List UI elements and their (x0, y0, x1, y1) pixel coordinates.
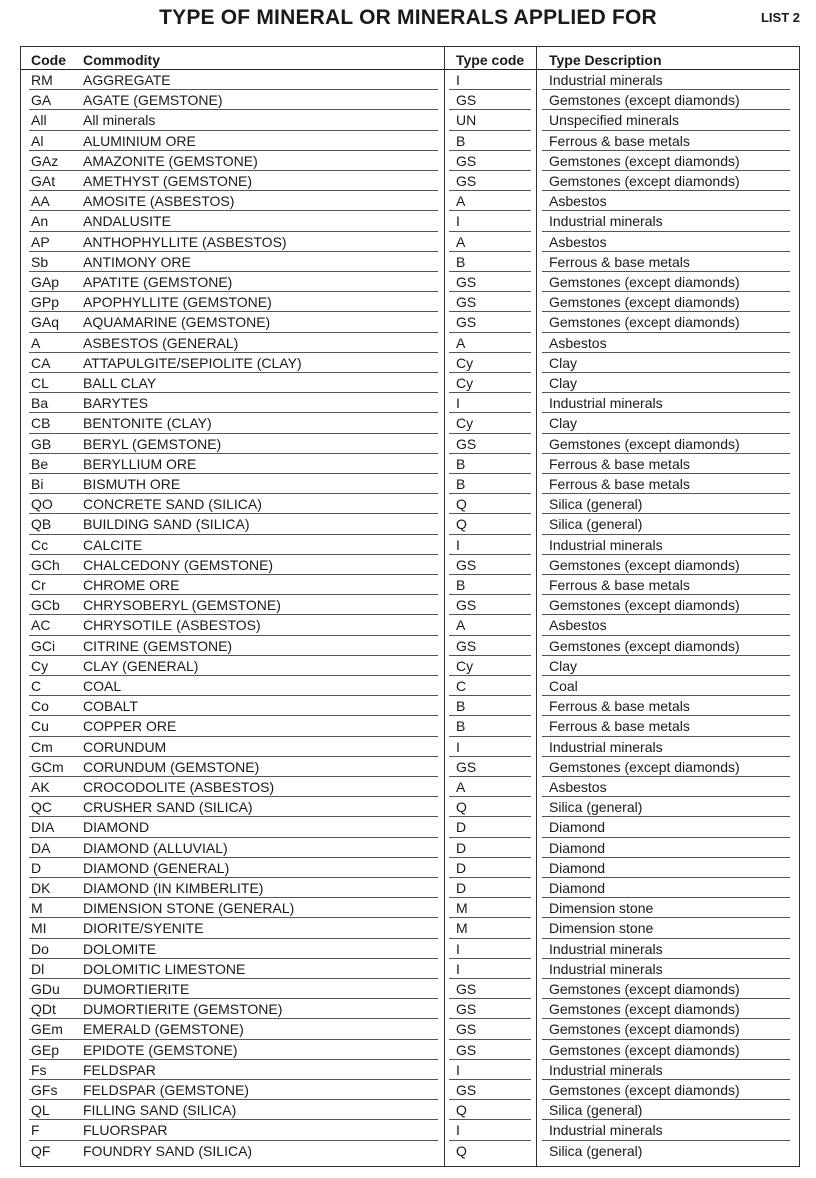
table-row (21, 575, 799, 595)
cell-code: MI (31, 920, 47, 937)
cell-type-description: Gemstones (except diamonds) (549, 435, 740, 452)
cell-code: GCb (31, 597, 60, 614)
cell-commodity: CHRYSOBERYL (GEMSTONE) (83, 597, 281, 614)
cell-type-description: Asbestos (549, 617, 607, 634)
cell-code: GPp (31, 294, 60, 311)
cell-type-description: Ferrous & base metals (549, 253, 690, 270)
cell-commodity: FELDSPAR (83, 1061, 156, 1078)
cell-type-description: Ferrous & base metals (549, 577, 690, 593)
table-row (21, 535, 799, 555)
cell-code: GEm (31, 1021, 63, 1038)
cell-type-code: Q (456, 799, 467, 816)
table-row (21, 413, 799, 433)
header-commodity: Commodity (83, 52, 160, 68)
mineral-table (20, 46, 800, 1167)
cell-code: F (31, 1122, 40, 1139)
cell-commodity: DUMORTIERITE (83, 981, 190, 997)
cell-code: GFs (31, 1082, 58, 1098)
cell-type-code: D (456, 819, 467, 836)
cell-type-code: B (456, 455, 466, 472)
cell-commodity: FLUORSPAR (83, 1122, 168, 1139)
cell-code: QB (31, 516, 52, 533)
cell-type-code: GS (456, 274, 477, 290)
cell-code: Ba (31, 395, 49, 412)
table-row (21, 272, 799, 292)
cell-code: All (31, 112, 47, 129)
table-row (21, 858, 799, 878)
cell-type-description: Gemstones (except diamonds) (549, 1001, 740, 1018)
cell-code: QL (31, 1102, 50, 1119)
page-title: TYPE OF MINERAL OR MINERALS APPLIED FOR (159, 6, 657, 29)
cell-type-code: GS (456, 1021, 477, 1038)
cell-code: AA (31, 193, 50, 210)
cell-code: Cc (31, 536, 49, 553)
cell-commodity: ASBESTOS (GENERAL) (83, 334, 239, 351)
cell-code: Cy (31, 657, 49, 674)
cell-type-code: GS (456, 435, 477, 452)
header-type-description: Type Description (549, 52, 662, 68)
cell-code: M (31, 900, 43, 917)
cell-code: GCm (31, 758, 64, 775)
cell-type-description: Silica (general) (549, 1142, 643, 1159)
cell-type-code: I (456, 1122, 460, 1139)
cell-code: QC (31, 799, 52, 816)
cell-type-code: GS (456, 637, 477, 654)
table-row (21, 797, 799, 817)
table-row (21, 454, 799, 474)
cell-code: Fs (31, 1061, 47, 1078)
cell-type-description: Diamond (549, 859, 606, 876)
cell-code: GA (31, 92, 52, 109)
table-row (21, 474, 799, 494)
cell-type-description: Asbestos (549, 193, 607, 210)
cell-type-description: Gemstones (except diamonds) (549, 1041, 740, 1058)
table-row (21, 110, 799, 130)
cell-commodity: CLAY (GENERAL) (83, 657, 199, 674)
cell-code: GCi (31, 637, 56, 654)
table-row (21, 959, 799, 979)
cell-type-description: Silica (general) (549, 799, 643, 816)
cell-code: Cm (31, 738, 53, 755)
cell-type-code: D (456, 880, 467, 896)
table-row (21, 676, 799, 696)
cell-type-description: Clay (549, 354, 578, 371)
cell-commodity: EPIDOTE (GEMSTONE) (83, 1041, 238, 1058)
cell-commodity: DIAMOND (ALLUVIAL) (83, 839, 228, 856)
cell-type-code: GS (456, 314, 477, 331)
cell-type-code: B (456, 698, 466, 715)
cell-code: GAt (31, 173, 56, 189)
cell-type-code: GS (456, 294, 477, 311)
table-row (21, 1060, 799, 1080)
cell-type-description: Industrial minerals (549, 940, 663, 957)
cell-code: QF (31, 1142, 51, 1159)
table-row (21, 252, 799, 272)
table-row (21, 918, 799, 938)
cell-type-description: Gemstones (except diamonds) (549, 152, 740, 169)
cell-commodity: AMOSITE (ASBESTOS) (83, 193, 235, 210)
cell-type-description: Gemstones (except diamonds) (549, 294, 740, 311)
cell-commodity: CORUNDUM (83, 738, 167, 755)
cell-type-code: A (456, 193, 466, 210)
cell-type-code: GS (456, 173, 477, 189)
cell-type-description: Ferrous & base metals (549, 476, 690, 492)
table-row (21, 716, 799, 736)
cell-code: AC (31, 617, 51, 634)
cell-type-description: Ferrous & base metals (549, 132, 690, 149)
cell-code: CB (31, 415, 51, 432)
table-row (21, 555, 799, 575)
cell-type-description: Gemstones (except diamonds) (549, 758, 740, 775)
cell-commodity: CALCITE (83, 536, 143, 553)
cell-commodity: CONCRETE SAND (SILICA) (83, 496, 262, 513)
cell-commodity: DIMENSION STONE (GENERAL) (83, 900, 295, 917)
cell-type-description: Ferrous & base metals (549, 698, 690, 715)
cell-type-code: D (456, 859, 467, 876)
cell-type-description: Gemstones (except diamonds) (549, 597, 740, 614)
cell-code: Al (31, 132, 44, 149)
table-row (21, 514, 799, 534)
cell-commodity: AGATE (GEMSTONE) (83, 92, 223, 109)
cell-type-description: Gemstones (except diamonds) (549, 981, 740, 997)
cell-type-description: Asbestos (549, 334, 607, 351)
table-row (21, 292, 799, 312)
cell-code: RM (31, 72, 53, 88)
cell-code: GB (31, 435, 52, 452)
table-row (21, 737, 799, 757)
cell-commodity: DOLOMITIC LIMESTONE (83, 960, 246, 977)
cell-code: Cr (31, 577, 46, 593)
cell-type-description: Diamond (549, 839, 606, 856)
cell-type-code: A (456, 617, 466, 634)
cell-type-code: GS (456, 1001, 477, 1018)
cell-type-code: B (456, 718, 466, 735)
cell-type-code: B (456, 132, 466, 149)
cell-code: DIA (31, 819, 55, 836)
cell-commodity: CHROME ORE (83, 577, 180, 593)
cell-type-description: Silica (general) (549, 516, 643, 533)
cell-type-description: Coal (549, 678, 578, 694)
cell-type-description: Asbestos (549, 779, 607, 795)
cell-type-description: Ferrous & base metals (549, 718, 690, 735)
cell-type-description: Gemstones (except diamonds) (549, 274, 740, 290)
table-row (21, 312, 799, 332)
cell-type-code: GS (456, 556, 477, 573)
cell-commodity: BERYL (GEMSTONE) (83, 435, 222, 452)
cell-code: QDt (31, 1001, 56, 1018)
table-row (21, 151, 799, 171)
cell-code: GAq (31, 314, 60, 331)
cell-commodity: COBALT (83, 698, 138, 715)
table-row (21, 373, 799, 393)
table-row (21, 1120, 799, 1140)
cell-type-description: Gemstones (except diamonds) (549, 173, 740, 189)
cell-type-description: Asbestos (549, 233, 607, 250)
cell-type-code: Q (456, 1142, 467, 1159)
cell-type-code: A (456, 233, 466, 250)
cell-code: GAz (31, 152, 59, 169)
table-row (21, 777, 799, 797)
table-row (21, 393, 799, 413)
cell-commodity: ANDALUSITE (83, 213, 171, 230)
cell-type-code: I (456, 395, 460, 412)
cell-commodity: AGGREGATE (83, 72, 171, 88)
cell-type-description: Gemstones (except diamonds) (549, 1082, 740, 1098)
cell-type-code: M (456, 900, 468, 917)
cell-type-code: GS (456, 758, 477, 775)
cell-type-code: Cy (456, 657, 474, 674)
cell-type-description: Clay (549, 415, 578, 432)
cell-commodity: DUMORTIERITE (GEMSTONE) (83, 1001, 283, 1018)
table-row (21, 211, 799, 231)
table-row (21, 999, 799, 1019)
cell-commodity: CROCODOLITE (ASBESTOS) (83, 779, 275, 795)
cell-type-description: Ferrous & base metals (549, 455, 690, 472)
cell-commodity: APATITE (GEMSTONE) (83, 274, 233, 290)
cell-type-code: I (456, 1061, 460, 1078)
table-row (21, 353, 799, 373)
cell-type-description: Clay (549, 375, 578, 391)
cell-type-description: Gemstones (except diamonds) (549, 1021, 740, 1038)
table-row (21, 939, 799, 959)
cell-code: GEp (31, 1041, 60, 1058)
cell-code: QO (31, 496, 53, 513)
cell-type-description: Industrial minerals (549, 395, 663, 412)
cell-commodity: ANTIMONY ORE (83, 253, 191, 270)
table-row (21, 494, 799, 514)
cell-code: GCh (31, 556, 60, 573)
table-row (21, 333, 799, 353)
cell-type-code: A (456, 334, 466, 351)
cell-type-code: I (456, 940, 460, 957)
table-row (21, 70, 799, 90)
table-header (21, 47, 799, 70)
cell-type-code: D (456, 839, 467, 856)
table-row (21, 838, 799, 858)
cell-type-code: Cy (456, 375, 474, 391)
cell-commodity: AQUAMARINE (GEMSTONE) (83, 314, 271, 331)
table-row (21, 191, 799, 211)
cell-type-code: GS (456, 597, 477, 614)
cell-commodity: BERYLLIUM ORE (83, 455, 197, 472)
cell-code: Dl (31, 960, 45, 977)
cell-type-code: I (456, 536, 460, 553)
table-row (21, 817, 799, 837)
cell-commodity: BALL CLAY (83, 375, 157, 391)
cell-commodity: CITRINE (GEMSTONE) (83, 637, 233, 654)
table-row (21, 171, 799, 191)
cell-type-code: I (456, 738, 460, 755)
cell-type-code: GS (456, 92, 477, 109)
cell-code: Be (31, 455, 49, 472)
table-row (21, 615, 799, 635)
cell-type-description: Diamond (549, 880, 606, 896)
cell-code: Bi (31, 476, 44, 492)
cell-code: DK (31, 880, 51, 896)
table-row (21, 757, 799, 777)
cell-commodity: BUILDING SAND (SILICA) (83, 516, 250, 533)
table-row (21, 131, 799, 151)
cell-type-code: Q (456, 496, 467, 513)
cell-type-description: Industrial minerals (549, 1122, 663, 1139)
table-row (21, 1080, 799, 1100)
cell-type-description: Diamond (549, 819, 606, 836)
cell-type-description: Gemstones (except diamonds) (549, 556, 740, 573)
cell-commodity: AMAZONITE (GEMSTONE) (83, 152, 258, 169)
cell-code: A (31, 334, 41, 351)
cell-type-code: Cy (456, 354, 474, 371)
cell-commodity: APOPHYLLITE (GEMSTONE) (83, 294, 272, 311)
table-row (21, 434, 799, 454)
cell-code: Do (31, 940, 49, 957)
table-row (21, 595, 799, 615)
table-row (21, 1141, 799, 1161)
cell-type-description: Industrial minerals (549, 1061, 663, 1078)
table-row (21, 878, 799, 898)
cell-code: CA (31, 354, 51, 371)
cell-commodity: BARYTES (83, 395, 149, 412)
cell-commodity: ALUMINIUM ORE (83, 132, 196, 149)
table-row (21, 1040, 799, 1060)
cell-commodity: CHRYSOTILE (ASBESTOS) (83, 617, 261, 634)
cell-type-code: Q (456, 1102, 467, 1119)
cell-commodity: All minerals (83, 112, 156, 129)
cell-code: DA (31, 839, 51, 856)
cell-type-description: Unspecified minerals (549, 112, 679, 129)
cell-code: An (31, 213, 49, 230)
table-row (21, 90, 799, 110)
cell-code: CL (31, 375, 49, 391)
cell-type-description: Industrial minerals (549, 72, 663, 88)
cell-type-code: M (456, 920, 468, 937)
cell-type-description: Silica (general) (549, 1102, 643, 1119)
cell-type-description: Industrial minerals (549, 738, 663, 755)
cell-commodity: FOUNDRY SAND (SILICA) (83, 1142, 253, 1159)
cell-type-description: Gemstones (except diamonds) (549, 314, 740, 331)
header-type-code: Type code (456, 52, 525, 68)
cell-type-description: Clay (549, 657, 578, 674)
cell-type-code: UN (456, 112, 477, 129)
cell-type-code: Q (456, 516, 467, 533)
cell-type-code: B (456, 577, 466, 593)
cell-type-code: I (456, 960, 460, 977)
cell-type-description: Silica (general) (549, 496, 643, 513)
cell-code: Sb (31, 253, 49, 270)
cell-type-code: A (456, 779, 466, 795)
header-code: Code (31, 52, 66, 68)
cell-commodity: COAL (83, 678, 122, 694)
cell-commodity: BISMUTH ORE (83, 476, 181, 492)
cell-commodity: BENTONITE (CLAY) (83, 415, 212, 432)
cell-type-code: B (456, 253, 466, 270)
list-number: LIST 2 (760, 10, 800, 25)
cell-code: Cu (31, 718, 49, 735)
cell-commodity: FELDSPAR (GEMSTONE) (83, 1082, 249, 1098)
cell-commodity: ATTAPULGITE/SEPIOLITE (CLAY) (83, 354, 302, 371)
cell-commodity: ANTHOPHYLLITE (ASBESTOS) (83, 233, 287, 250)
cell-type-description: Dimension stone (549, 920, 654, 937)
cell-commodity: CRUSHER SAND (SILICA) (83, 799, 253, 816)
cell-code: Co (31, 698, 49, 715)
cell-commodity: AMETHYST (GEMSTONE) (83, 173, 253, 189)
cell-commodity: CHALCEDONY (GEMSTONE) (83, 556, 274, 573)
table-row (21, 1100, 799, 1120)
cell-commodity: DOLOMITE (83, 940, 157, 957)
cell-commodity: FILLING SAND (SILICA) (83, 1102, 237, 1119)
table-row (21, 232, 799, 252)
cell-code: GDu (31, 981, 60, 997)
cell-code: C (31, 678, 42, 694)
cell-commodity: EMERALD (GEMSTONE) (83, 1021, 244, 1038)
cell-type-description: Industrial minerals (549, 213, 663, 230)
cell-code: AK (31, 779, 50, 795)
cell-type-code: C (456, 678, 467, 694)
cell-commodity: DIORITE/SYENITE (83, 920, 204, 937)
cell-type-description: Gemstones (except diamonds) (549, 92, 740, 109)
cell-type-description: Industrial minerals (549, 960, 663, 977)
cell-type-code: GS (456, 981, 477, 997)
table-row (21, 656, 799, 676)
cell-type-description: Gemstones (except diamonds) (549, 637, 740, 654)
cell-commodity: DIAMOND (GENERAL) (83, 859, 230, 876)
table-row (21, 898, 799, 918)
cell-code: AP (31, 233, 50, 250)
cell-commodity: COPPER ORE (83, 718, 177, 735)
cell-type-code: B (456, 476, 466, 492)
cell-type-code: I (456, 72, 460, 88)
cell-code: D (31, 859, 42, 876)
cell-type-code: I (456, 213, 460, 230)
cell-type-code: Cy (456, 415, 474, 432)
cell-type-code: GS (456, 152, 477, 169)
cell-commodity: DIAMOND (83, 819, 150, 836)
cell-commodity: CORUNDUM (GEMSTONE) (83, 758, 260, 775)
cell-type-description: Dimension stone (549, 900, 654, 917)
table-row (21, 636, 799, 656)
cell-commodity: DIAMOND (IN KIMBERLITE) (83, 880, 264, 896)
cell-type-code: GS (456, 1082, 477, 1098)
table-row (21, 979, 799, 999)
cell-code: GAp (31, 274, 60, 290)
table-row (21, 696, 799, 716)
cell-type-code: GS (456, 1041, 477, 1058)
cell-type-description: Industrial minerals (549, 536, 663, 553)
table-row (21, 1019, 799, 1039)
